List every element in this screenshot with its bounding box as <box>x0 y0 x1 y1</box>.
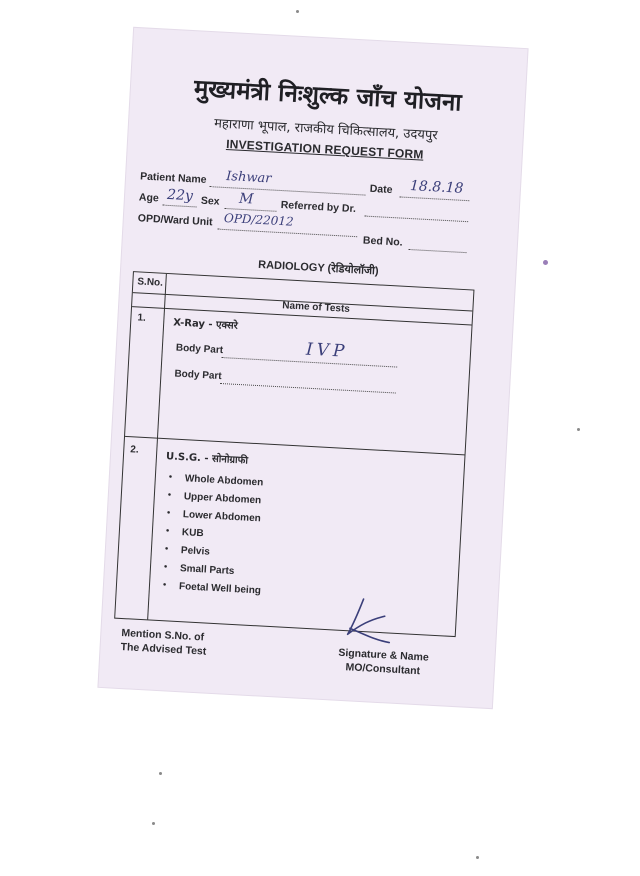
dust-speck <box>577 428 580 431</box>
patient-name-label: Patient Name <box>139 170 207 186</box>
mention-sno-line-1: Mention S.No. of <box>121 627 205 644</box>
usg-option-lower-abdomen[interactable]: • Lower Abdomen <box>183 509 261 524</box>
age-value[interactable]: 22y <box>166 186 194 205</box>
form-title-hindi: मुख्यमंत्री निःशुल्क जाँच योजना <box>193 74 463 117</box>
dust-speck <box>543 260 548 265</box>
form-title-english: INVESTIGATION REQUEST FORM <box>225 136 424 162</box>
patient-name-value[interactable]: Ishwar <box>225 169 272 187</box>
radiology-heading: RADIOLOGY (रेडियोलॉजी) <box>257 258 379 278</box>
sex-label: Sex <box>200 194 220 208</box>
signature-label-line-2: MO/Consultant <box>345 661 421 678</box>
dust-speck <box>152 822 155 825</box>
xray-body-part-line-2[interactable] <box>220 383 396 394</box>
xray-body-part-label-2: Body Part <box>174 368 222 383</box>
handwritten-signature <box>339 594 412 648</box>
usg-option-kub[interactable]: • KUB <box>182 527 204 539</box>
usg-sno: 2. <box>130 444 139 456</box>
tests-table <box>114 271 474 637</box>
age-label: Age <box>138 191 160 205</box>
opd-ward-value[interactable]: OPD/22012 <box>223 210 295 229</box>
signature-label-line-1: Signature & Name <box>338 646 430 664</box>
usg-option-pelvis[interactable]: • Pelvis <box>181 545 210 558</box>
investigation-request-form <box>98 28 527 708</box>
dust-speck <box>476 856 479 859</box>
usg-test-name: U.S.G. - सोनोग्राफी <box>165 451 249 467</box>
referred-by-line[interactable] <box>364 216 468 223</box>
referred-by-label: Referred by Dr. <box>280 199 357 216</box>
xray-sno: 1. <box>137 312 147 324</box>
date-label: Date <box>369 182 393 197</box>
date-line <box>399 196 469 201</box>
usg-option-upper-abdomen[interactable]: • Upper Abdomen <box>184 491 262 506</box>
bed-no-label: Bed No. <box>362 234 403 249</box>
dust-speck <box>296 10 299 13</box>
xray-body-part-label-1: Body Part <box>175 342 224 357</box>
date-value[interactable]: 18.8.18 <box>409 177 464 197</box>
usg-option-small-parts[interactable]: • Small Parts <box>180 563 235 577</box>
opd-ward-line <box>217 229 357 238</box>
col-tests-header: Name of Tests <box>282 300 351 315</box>
xray-body-part-value[interactable]: IVP <box>305 339 349 362</box>
bed-no-line[interactable] <box>409 249 467 253</box>
mention-sno-line-2: The Advised Test <box>120 641 207 658</box>
opd-ward-label: OPD/Ward Unit <box>137 212 213 229</box>
hospital-name-hindi: महाराणा भूपाल, राजकीय चिकित्सालय, उदयपुर <box>213 116 438 144</box>
patient-name-line <box>210 186 366 195</box>
dust-speck <box>159 772 162 775</box>
col-sno-header: S.No. <box>137 276 164 289</box>
xray-test-name: X-Ray - एक्सरे <box>172 317 239 332</box>
usg-option-foetal-well-being[interactable]: • Foetal Well being <box>179 581 262 596</box>
usg-option-whole-abdomen[interactable]: • Whole Abdomen <box>185 473 264 488</box>
sex-value[interactable]: M <box>238 190 254 208</box>
age-line <box>163 205 197 208</box>
